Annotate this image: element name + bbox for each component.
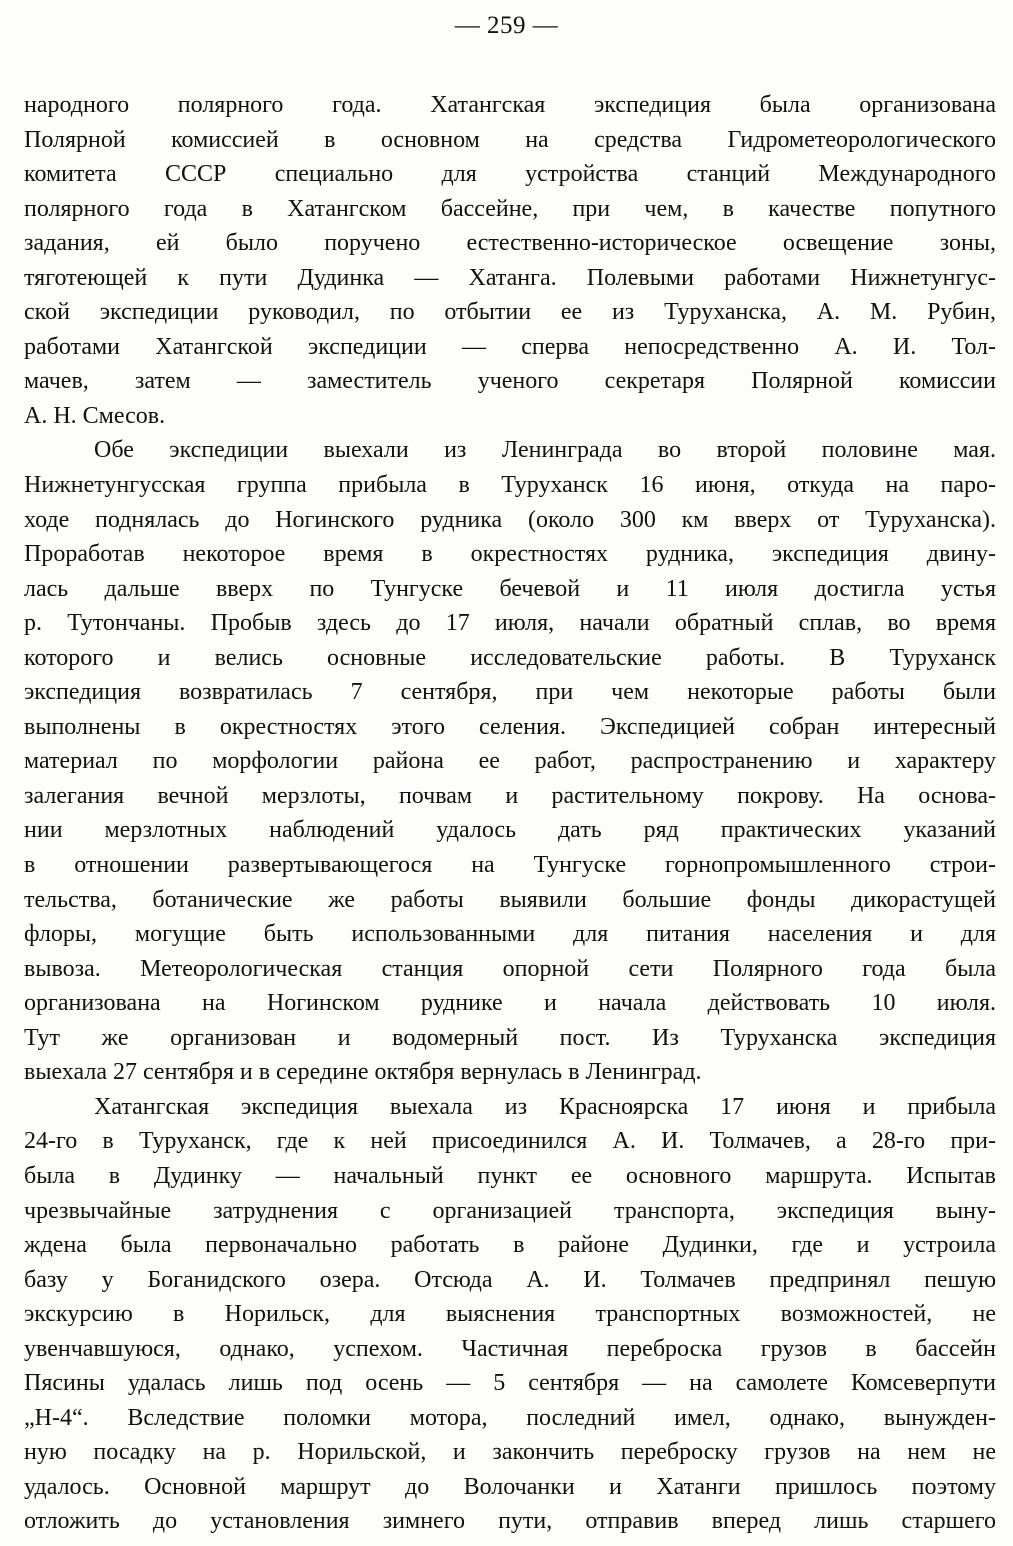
text-line: увенчавшуюся, однако, успехом. Частичная переброска грузов в бассейн: [24, 1335, 996, 1362]
text-line: А. Н. Смесов.: [24, 402, 166, 429]
text-line: Нижнетунгусская группа прибыла в Туруханск 16 июня, откуда на паро-: [24, 472, 996, 499]
text-line: „Н-4“. Вследствие поломки мотора, последний имел, однако, вынужден-: [24, 1404, 996, 1431]
paragraph: [24, 1090, 996, 1539]
text-line: которого и велись основные исследовательские работы. В Туруханск: [24, 644, 996, 671]
text-line: Проработав некоторое время в окрестностях рудника, экспедиция двину-: [24, 541, 996, 568]
text-line: мачев, затем — заместитель ученого секретаря Полярной комиссии: [24, 368, 996, 395]
text-line: р. Тутончаны. Пробыв здесь до 17 июля, начали обратный сплав, во время: [24, 610, 996, 637]
text-line: флоры, могущие быть использованными для питания населения и для: [24, 921, 996, 948]
text-line: ждена была первоначально работать в районе Дудинки, где и устроила: [24, 1232, 996, 1259]
text-line: материал по морфологии района ее работ, распространению и характеру: [24, 748, 996, 775]
text-line: отложить до установления зимнего пути, отправив вперед лишь старшего: [24, 1508, 996, 1535]
text-line: выехала 27 сентября и в середине октября вернулась в Ленинград.: [24, 1059, 702, 1086]
text-line: 24-го в Туруханск, где к ней присоединился А. И. Толмачев, а 28-го при-: [24, 1128, 996, 1155]
text-line: организована на Ногинском руднике и начала действовать 10 июля.: [24, 990, 996, 1017]
text-line: чрезвычайные затруднения с организацией транспорта, экспедиция выну-: [24, 1197, 996, 1224]
body-text: [24, 88, 996, 1539]
text-line: тельства, ботанические же работы выявили большие фонды дикорастущей: [24, 886, 996, 913]
text-line: Полярной комиссией в основном на средства Гидрометеорологического: [24, 126, 996, 153]
text-line: Пясины удалась лишь под осень — 5 сентября — на самолете Комсеверпути: [24, 1370, 996, 1397]
text-line: удалось. Основной маршрут до Волочанки и Хатанги пришлось поэтому: [24, 1473, 996, 1500]
text-line: тяготеющей к пути Дудинка — Хатанга. Полевыми работами Нижнетунгус-: [24, 264, 996, 291]
text-line: комитета СССР специально для устройства станций Международного: [24, 161, 996, 188]
text-line: экскурсию в Норильск, для выяснения транспортных возможностей, не: [24, 1301, 996, 1328]
page-number: — 259 —: [454, 12, 559, 39]
text-line: нии мерзлотных наблюдений удалось дать ряд практических указаний: [24, 817, 996, 844]
text-line: базу у Боганидского озера. Отсюда А. И. Толмачев предпринял пешую: [24, 1266, 996, 1293]
text-line: ской экспедиции руководил, по отбытии ее из Туруханска, А. М. Рубин,: [24, 299, 996, 326]
text-line: Хатангская экспедиция выехала из Красноярска 17 июня и прибыла: [94, 1093, 996, 1120]
text-line: полярного года в Хатангском бассейне, при чем, в качестве попутного: [24, 195, 996, 222]
text-line: ходе поднялась до Ногинского рудника (около 300 км вверх от Туруханска).: [24, 506, 996, 533]
text-line: ную посадку на р. Норильской, и закончить переброску грузов на нем не: [24, 1439, 996, 1466]
paragraph: [24, 433, 996, 1089]
text-line: была в Дудинку — начальный пункт ее основного маршрута. Испытав: [24, 1162, 996, 1189]
paragraph: [24, 88, 996, 433]
text-line: в отношении развертывающегося на Тунгуске горнопромышленного строи-: [24, 852, 996, 879]
text-line: выполнены в окрестностях этого селения. Экспедицией собран интересный: [24, 713, 996, 740]
text-line: экспедиция возвратилась 7 сентября, при чем некоторые работы были: [24, 679, 996, 706]
text-line: задания, ей было поручено естественно-историческое освещение зоны,: [24, 230, 996, 257]
text-line: народного полярного года. Хатангская экспедиция была организована: [24, 92, 996, 118]
text-line: Обе экспедиции выехали из Ленинграда во второй половине мая.: [94, 437, 996, 464]
text-line: лась дальше вверх по Тунгуске бечевой и 11 июля достигла устья: [24, 575, 996, 602]
text-line: Тут же организован и водомерный пост. Из Туруханска экспедиция: [24, 1024, 996, 1051]
text-line: работами Хатангской экспедиции — сперва непосредственно А. И. Тол-: [24, 333, 996, 360]
text-line: залегания вечной мерзлоты, почвам и растительному покрову. На основа-: [24, 782, 996, 809]
text-line: вывоза. Метеорологическая станция опорной сети Полярного года была: [24, 955, 996, 982]
